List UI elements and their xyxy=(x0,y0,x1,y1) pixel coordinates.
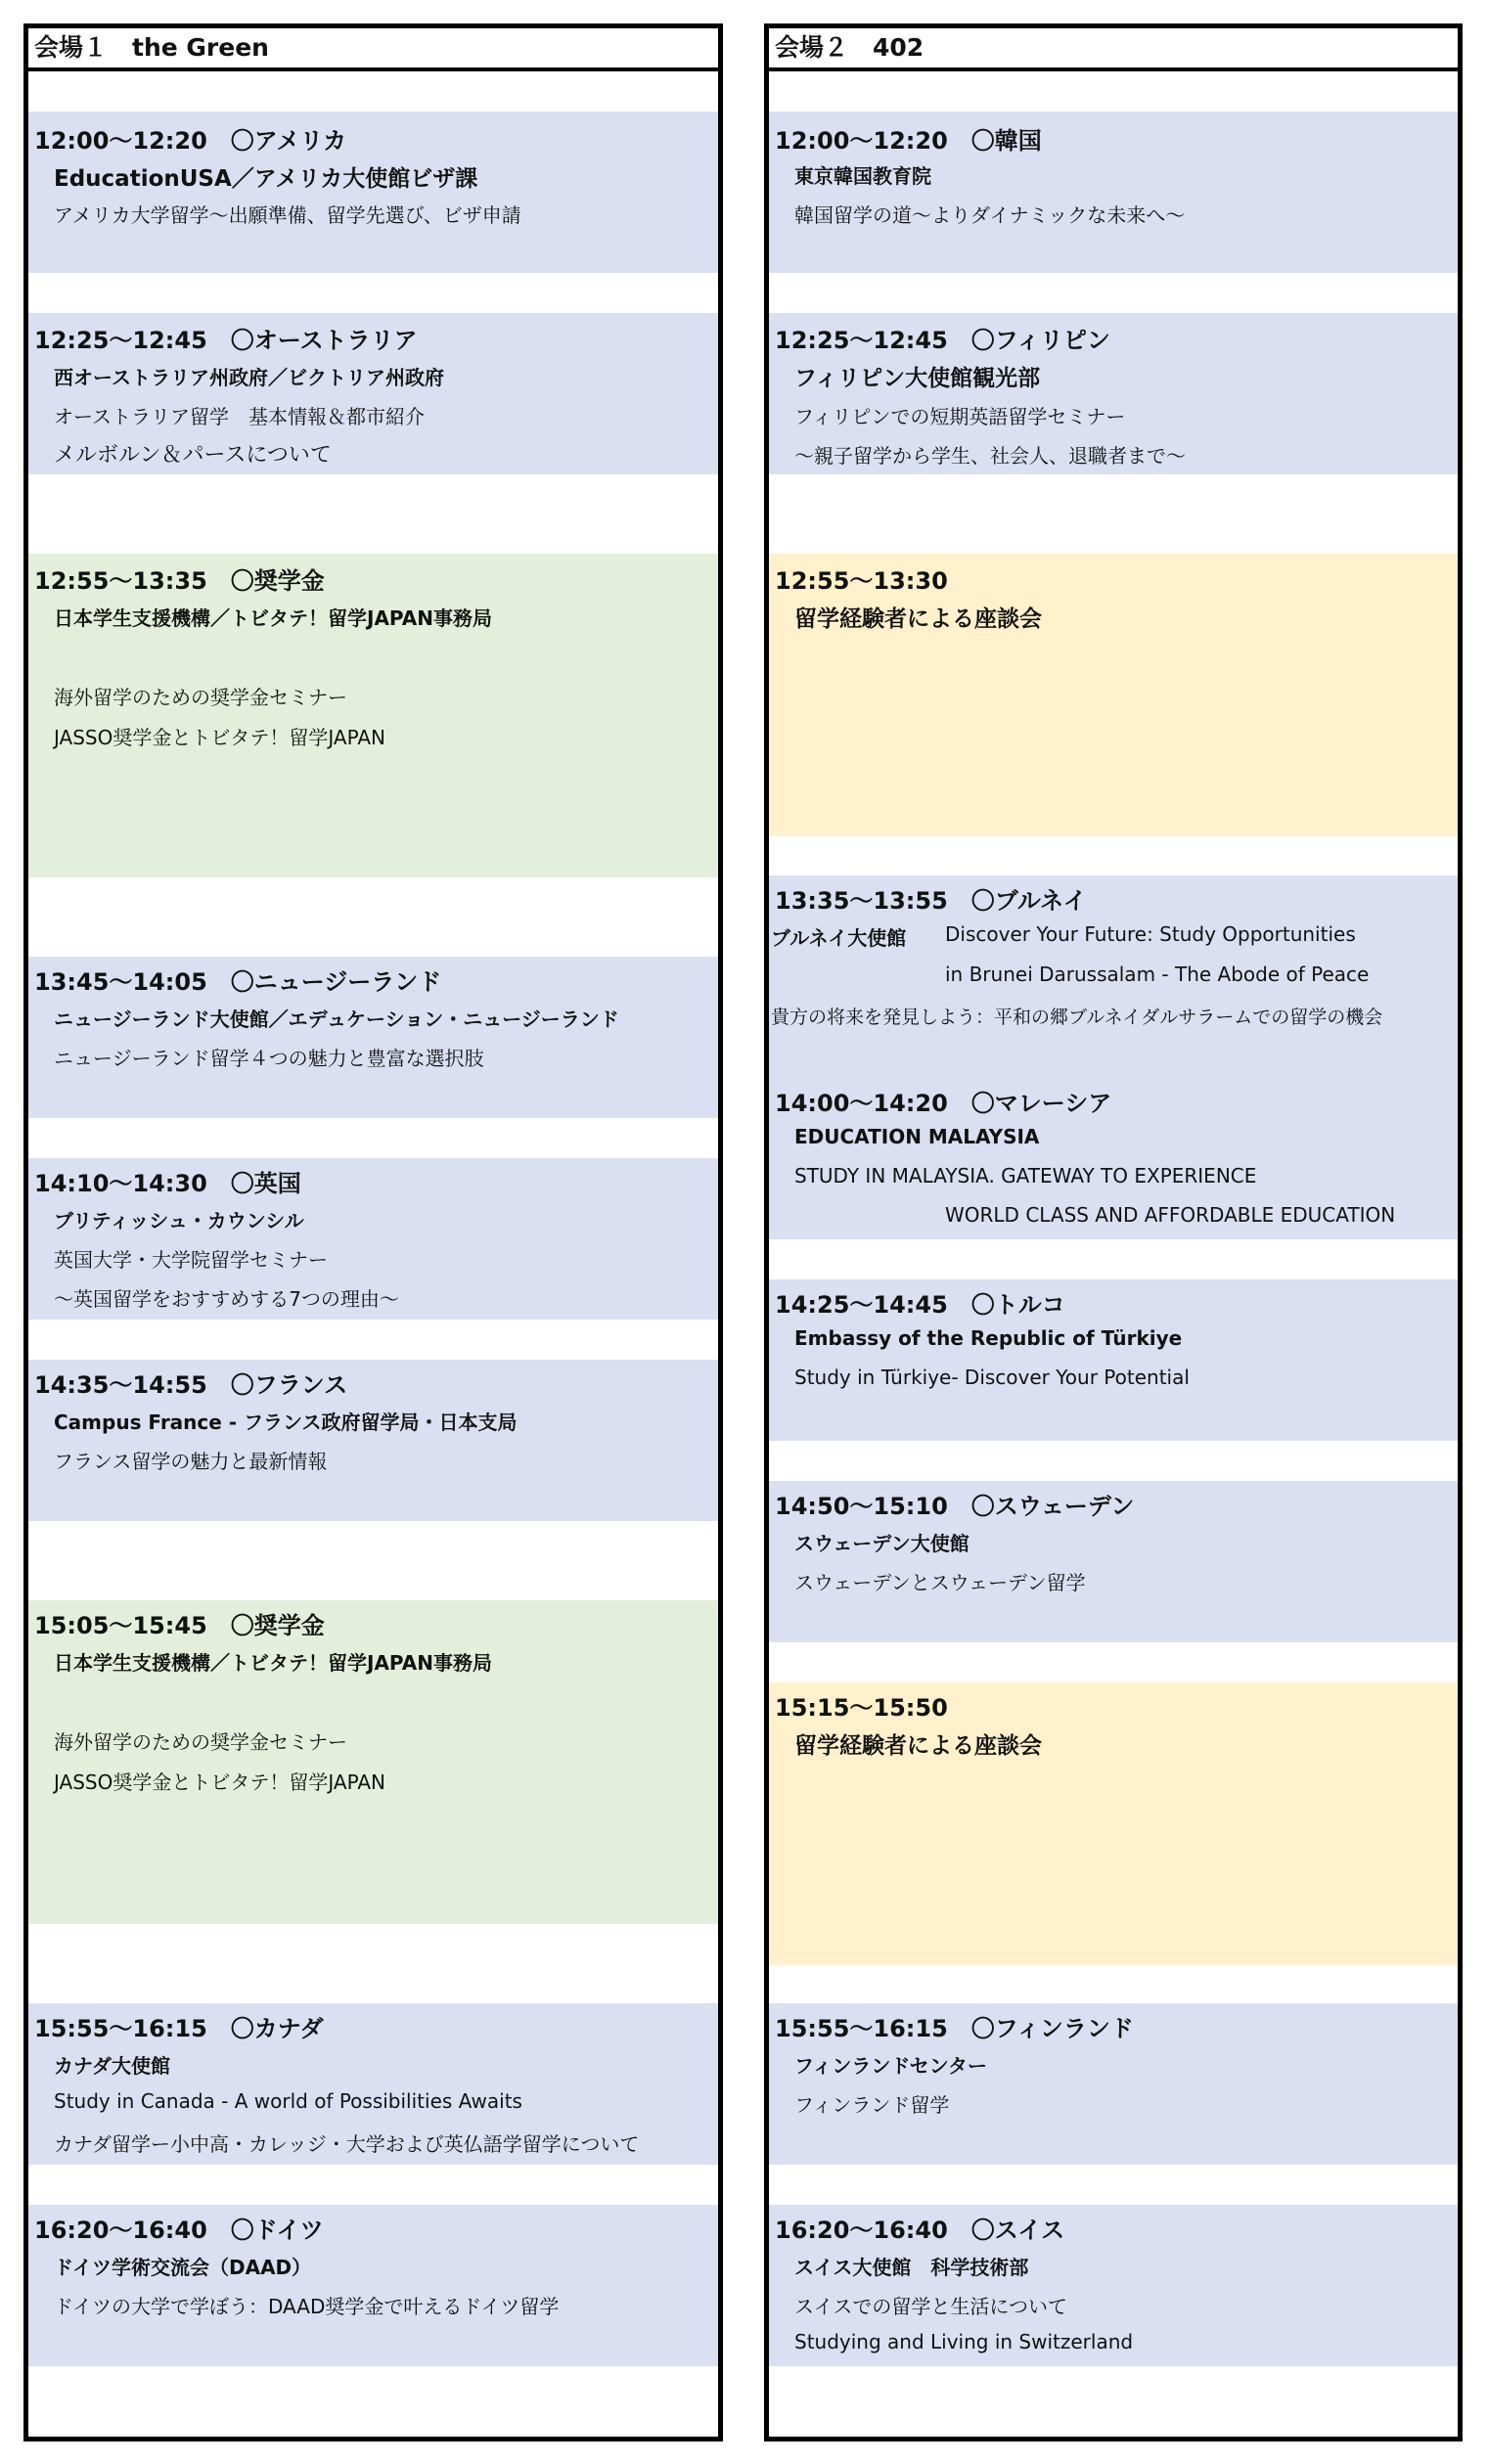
session-organizer: EDUCATION MALAYSIA xyxy=(794,1125,1040,1148)
session-time-title: 13:45～14:05 〇ニュージーランド xyxy=(34,968,442,996)
session-organizer: 日本学生支援機構／トビタテ！留学JAPAN事務局 xyxy=(54,1651,492,1675)
session-organizer: Campus France - フランス政府留学局・日本支局 xyxy=(54,1411,518,1434)
session-sweden xyxy=(769,1481,1458,1642)
session-panel-2 xyxy=(769,1682,1458,1965)
session-australia xyxy=(28,313,718,474)
session-finland xyxy=(769,2003,1458,2165)
session-organizer: ニュージーランド大使館／エデュケーション・ニュージーランド xyxy=(54,1008,619,1031)
session-time-title: 13:35～13:55 〇ブルネイ xyxy=(775,887,1087,915)
session-description: ドイツの大学で学ぼう：DAAD奨学金で叶えるドイツ留学 xyxy=(54,2295,560,2318)
session-description: スイスでの留学と生活について xyxy=(794,2295,1067,2318)
session-time-title: 15:05～15:45 〇奨学金 xyxy=(34,1612,325,1639)
session-time-title: 12:25～12:45 〇フィリピン xyxy=(775,327,1110,354)
session-description: 韓国留学の道～よりダイナミックな未来へ～ xyxy=(794,203,1186,227)
session-germany xyxy=(28,2205,718,2366)
session-description: in Brunei Darussalam - The Abode of Peace xyxy=(945,963,1370,986)
venue-2-header: 会場２ 402 xyxy=(769,28,1458,71)
session-scholarship-1 xyxy=(28,554,718,877)
session-turkiye xyxy=(769,1279,1458,1441)
venue-1-header: 会場１ the Green xyxy=(28,28,718,71)
session-description: JASSO奨学金とトビタテ！留学JAPAN xyxy=(54,1770,386,1794)
session-time-title: 14:10～14:30 〇英国 xyxy=(34,1170,301,1197)
session-scholarship-2 xyxy=(28,1600,718,1924)
session-time-title: 15:15～15:50 xyxy=(775,1694,948,1722)
session-organizer: スウェーデン大使館 xyxy=(794,1532,969,1555)
session-organizer: カナダ大使館 xyxy=(54,2054,170,2078)
session-canada xyxy=(28,2003,718,2165)
session-description: フィリピンでの短期英語留学セミナー xyxy=(794,405,1126,428)
session-description: Study in Canada - A world of Possibilities Awaits xyxy=(54,2089,522,2113)
session-description: Studying and Living in Switzerland xyxy=(794,2330,1134,2353)
session-description: ～親子留学から学生、社会人、退職者まで～ xyxy=(794,444,1186,468)
session-organizer: スイス大使館 科学技術部 xyxy=(794,2256,1029,2279)
session-time-title: 12:55～13:35 〇奨学金 xyxy=(34,567,325,595)
session-new-zealand xyxy=(28,957,718,1118)
session-time-title: 15:55～16:15 〇フィンランド xyxy=(775,2015,1134,2042)
session-time-title: 16:20～16:40 〇スイス xyxy=(775,2217,1065,2244)
session-organizer: ドイツ学術交流会（DAAD） xyxy=(54,2256,312,2279)
session-description: Study in Türkiye- Discover Your Potential xyxy=(794,1366,1190,1389)
session-description: カナダ留学ー小中高・カレッジ・大学および英仏語学留学について xyxy=(54,2132,640,2156)
session-philippines xyxy=(769,313,1458,474)
session-organizer: 留学経験者による座談会 xyxy=(794,1733,1042,1759)
session-description: 海外留学のための奨学金セミナー xyxy=(54,686,347,709)
session-time-title: 16:20～16:40 〇ドイツ xyxy=(34,2217,324,2244)
session-organizer: 西オーストラリア州政府／ビクトリア州政府 xyxy=(54,366,444,389)
session-description: フィンランド留学 xyxy=(794,2093,950,2117)
session-switzerland xyxy=(769,2205,1458,2366)
session-time-title: 14:00～14:20 〇マレーシア xyxy=(775,1090,1112,1117)
session-organizer: EducationUSA／アメリカ大使館ビザ課 xyxy=(54,166,478,192)
session-time-title: 12:00～12:20 〇アメリカ xyxy=(34,127,347,155)
venue-1-column xyxy=(23,23,723,2442)
venue-2-column xyxy=(764,23,1463,2442)
session-organizer: ブリティッシュ・カウンシル xyxy=(54,1209,304,1232)
session-time-title: 12:55～13:30 xyxy=(775,567,948,595)
session-description: ニュージーランド留学４つの魅力と豊富な選択肢 xyxy=(54,1047,484,1070)
session-description: メルボルン＆パースについて xyxy=(54,443,332,468)
session-time-title: 12:00～12:20 〇韓国 xyxy=(775,127,1042,155)
session-malaysia xyxy=(769,1078,1458,1239)
session-organizer: 日本学生支援機構／トビタテ！留学JAPAN事務局 xyxy=(54,606,492,630)
session-description: WORLD CLASS AND AFFORDABLE EDUCATION xyxy=(945,1203,1396,1227)
session-organizer: Embassy of the Republic of Türkiye xyxy=(794,1326,1183,1350)
session-description: スウェーデンとスウェーデン留学 xyxy=(794,1571,1086,1594)
session-organizer: ブルネイ大使館 xyxy=(771,926,907,950)
session-description: Discover Your Future: Study Opportunities xyxy=(945,922,1356,946)
session-time-title: 14:35～14:55 〇フランス xyxy=(34,1371,348,1399)
session-brunei xyxy=(769,875,1458,1078)
session-description: フランス留学の魅力と最新情報 xyxy=(54,1450,328,1473)
session-korea xyxy=(769,112,1458,273)
session-uk xyxy=(28,1158,718,1320)
session-description: オーストラリア留学 基本情報＆都市紹介 xyxy=(54,405,425,428)
session-organizer: 東京韓国教育院 xyxy=(794,164,931,188)
session-france xyxy=(28,1360,718,1521)
session-organizer: フィリピン大使館観光部 xyxy=(794,366,1041,391)
session-description: JASSO奨学金とトビタテ！留学JAPAN xyxy=(54,726,386,749)
session-america xyxy=(28,112,718,273)
session-organizer: 留学経験者による座談会 xyxy=(794,606,1042,632)
session-description: STUDY IN MALAYSIA. GATEWAY TO EXPERIENCE xyxy=(794,1164,1257,1187)
session-description: 海外留学のための奨学金セミナー xyxy=(54,1730,347,1754)
session-description: ～英国留学をおすすめする7つの理由～ xyxy=(54,1287,399,1311)
session-description: 貴方の将来を発見しよう：平和の郷ブルネイダルサラームでの留学の機会 xyxy=(771,1007,1383,1028)
session-time-title: 14:50～15:10 〇スウェーデン xyxy=(775,1493,1135,1520)
session-time-title: 15:55～16:15 〇カナダ xyxy=(34,2015,324,2042)
session-time-title: 14:25～14:45 〇トルコ xyxy=(775,1291,1065,1319)
session-time-title: 12:25～12:45 〇オーストラリア xyxy=(34,327,418,354)
session-organizer: フィンランドセンター xyxy=(794,2054,987,2078)
session-panel-1 xyxy=(769,554,1458,836)
session-description: 英国大学・大学院留学セミナー xyxy=(54,1248,328,1272)
session-description: アメリカ大学留学～出願準備、留学先選び、ビザ申請 xyxy=(54,203,521,227)
